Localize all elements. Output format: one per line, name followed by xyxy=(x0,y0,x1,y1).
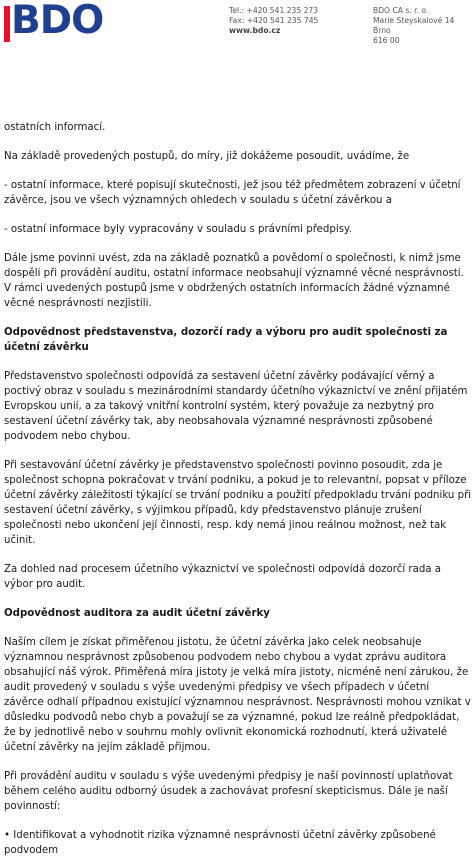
section-heading: Odpovědnost auditora za audit účetní závěrky xyxy=(4,608,270,619)
paragraph: Při sestavování účetní závěrky je představenstvo společnosti povinno posoudit, zda je společnost schopna pokračovat v trvání podniku, a pokud je to relevantní, popsat v příloze účetní závěrky záležitosti týkající se trvání podniku a použití předpokladu trvání podniku při sestavení účetní závěrky, s výjimkou případů, kdy představenstvo plánuje zrušení společnosti nebo ukončení její činnosti, resp. kdy nemá jinou reálnou možnost, než tak učinit. xyxy=(4,460,472,546)
section-heading: Odpovědnost představenstva, dozorčí rady a výboru pro audit společnosti za účetní závěrku xyxy=(4,327,448,353)
logo-text: BDO xyxy=(11,0,104,43)
web-link[interactable]: www.bdo.cz xyxy=(229,26,281,35)
city: Brno xyxy=(373,26,391,35)
company-name: BDO CA s. r. o. xyxy=(373,6,429,15)
street: Marie Steyskalové 14 xyxy=(373,16,455,25)
paragraph: ostatních informací. xyxy=(4,122,106,133)
paragraph: Na základě provedených postupů, do míry, již dokážeme posoudit, uvádíme, že xyxy=(4,151,410,162)
paragraph: Za dohled nad procesem účetního výkaznictví ve společnosti odpovídá dozorčí rada a výbor pro audit. xyxy=(4,564,442,590)
paragraph: Při provádění auditu v souladu s výše uvedenými předpisy je naší povinností uplatňovat během celého auditu odborný úsudek a zachovávat profesní skepticismus. Dále je naší povinností: xyxy=(4,771,453,812)
bullet-item: • Identifikovat a vyhodnotit rizika významné nesprávnosti účetní závěrky způsobené podvodem xyxy=(4,830,436,856)
address-block xyxy=(373,6,454,46)
fax-line: Fax: +420 541 235 745 xyxy=(229,16,319,25)
document-body xyxy=(4,120,472,858)
zip: 616 00 xyxy=(373,36,400,45)
bdo-logo xyxy=(2,0,104,43)
paragraph: Dále jsme povinni uvést, zda na základě poznatků a povědomí o společnosti, k nimž jsme dospěli při provádění auditu, ostatní informace neobsahují významné věcné nesprávnosti. V rámci uvedených postupů jsme v obdržených ostatních informacích žádné významné věcné nesprávnosti nezjistili. xyxy=(4,253,464,309)
paragraph: - ostatní informace byly vypracovány v souladu s právními předpisy. xyxy=(4,224,352,235)
contact-block xyxy=(229,6,318,36)
tel-line: Tel.: +420 541 235 273 xyxy=(229,6,319,15)
paragraph: Naším cílem je získat přiměřenou jistotu, že účetní závěrka jako celek neobsahuje významnou nesprávnost způsobenou podvodem nebo chybou a vydat zprávu auditora obsahující náš výrok. Přiměřená míra jistoty je velká míra jistoty, nicméně není zárukou, že audit provedený v souladu s výše uvedenými předpisy ve všech případech v účetní závěrce odhalí případnou existující významnou nesprávnost. Nesprávnosti mohou vznikat v důsledku podvodů nebo chyb a považují se za významné, pokud lze reálně předpokládat, že by jednotlivě nebo v souhrnu mohly ovlivnit ekonomická rozhodnutí, která uživatelé účetní závěrky na jejím základě přijmou. xyxy=(4,637,471,753)
paragraph: Představenstvo společnosti odpovídá za sestavení účetní závěrky podávající věrný a poctivý obraz v souladu s mezinárodními standardy účetního výkaznictví ve znění přijatém Evropskou unií, a za takový vnitřní kontrolní systém, který považuje za nezbytný pro sestavení účetní závěrky tak, aby neobsahovala významné nesprávnosti způsobené podvodem nebo chybou. xyxy=(4,371,468,442)
logo-red-bar xyxy=(4,6,10,42)
paragraph: - ostatní informace, které popisují skutečnosti, jež jsou též předmětem zobrazení v účetní závěrce, jsou ve všech významných ohledech v souladu s účetní závěrkou a xyxy=(4,180,461,206)
